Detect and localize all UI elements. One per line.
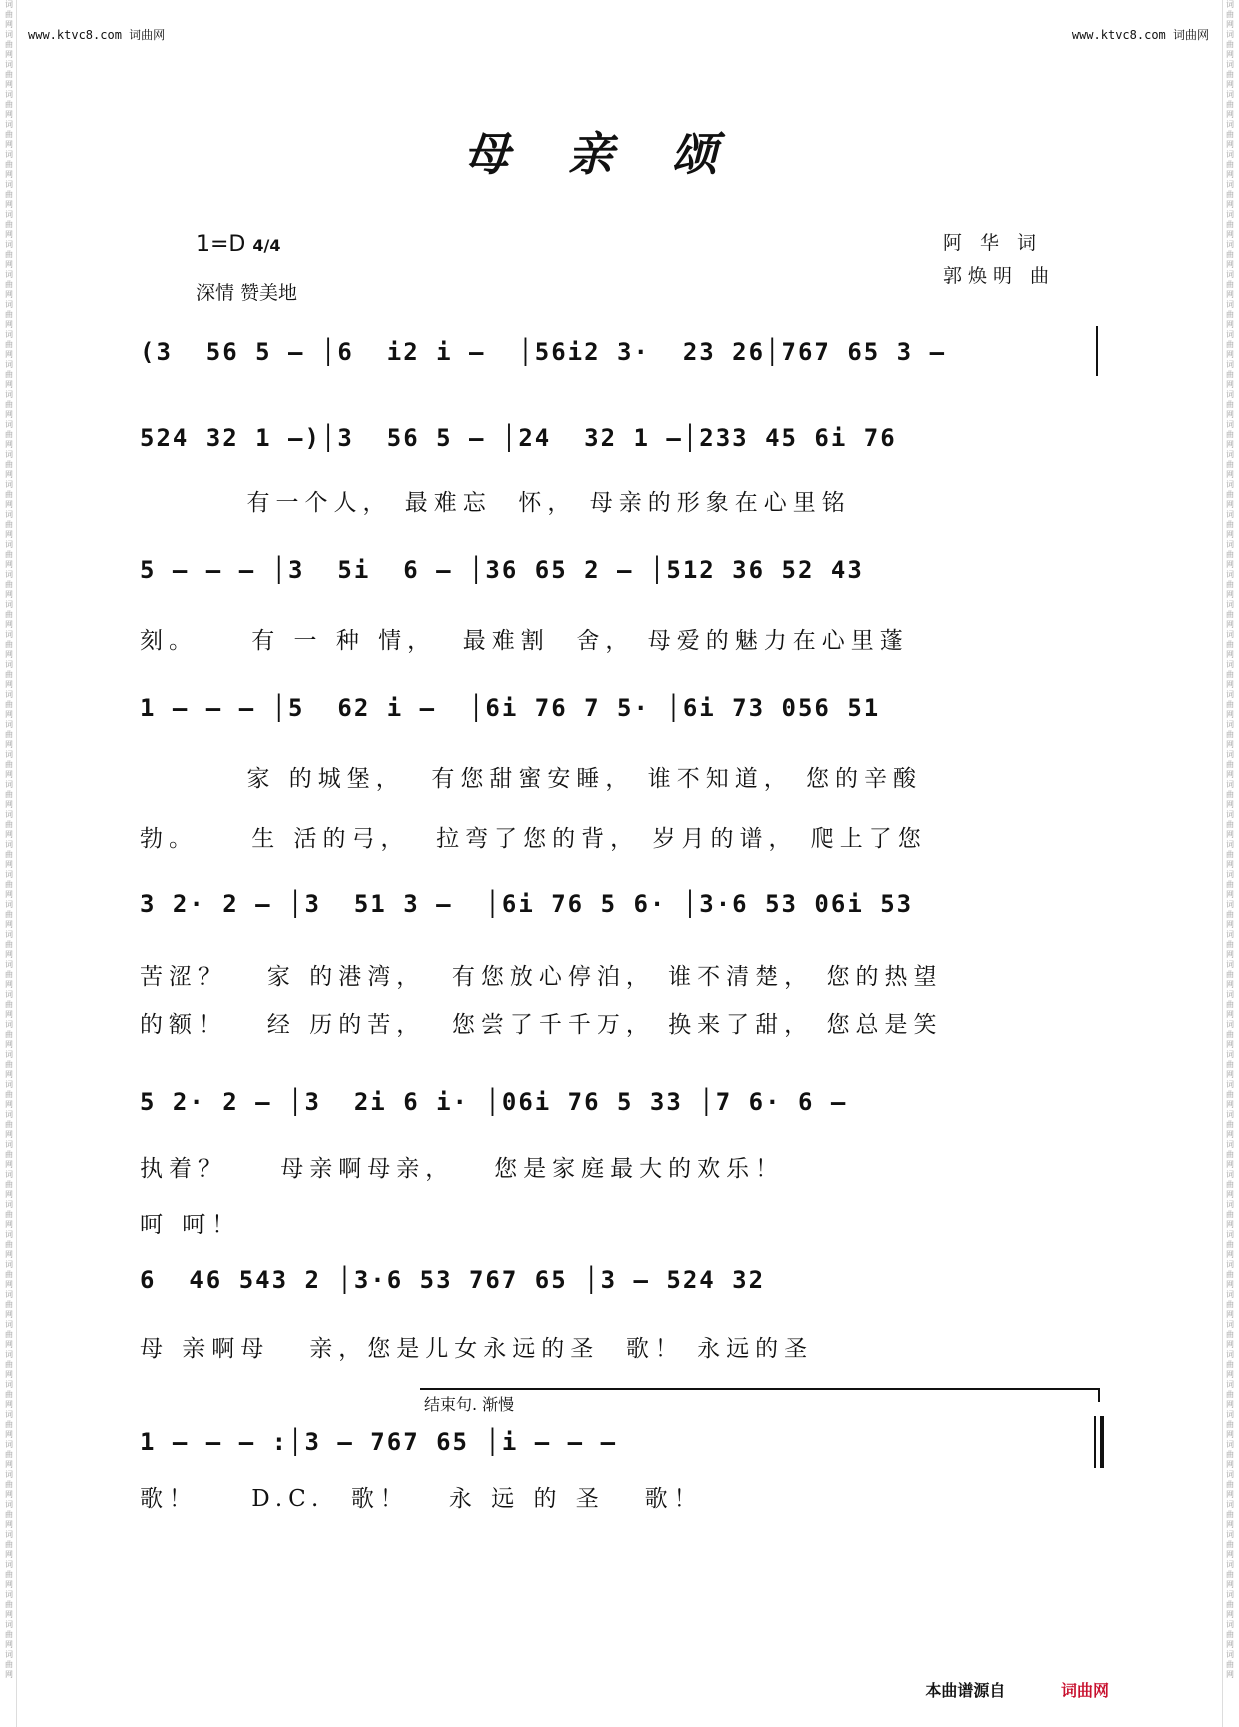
key-label: 1=D	[196, 232, 246, 257]
lyric-row-5b: 的额！ 经 历的苦， 您尝了千千万， 换来了甜， 您总是笑	[140, 1012, 943, 1038]
final-barline-thick	[1100, 1416, 1104, 1468]
footer	[925, 1678, 1109, 1701]
time-signature: 4/4	[252, 236, 281, 255]
score-row-2: 524 32 1 –)│3 56 5 – │24 32 1 –│233 45 6i 76	[140, 424, 897, 452]
ending-label: 结束句. 渐慢	[424, 1395, 515, 1414]
ending-bracket	[420, 1388, 1100, 1390]
lyric-row-6b: 呵 呵！	[140, 1212, 241, 1238]
final-barline	[1094, 1416, 1096, 1468]
credits	[943, 228, 1055, 294]
score-row-3: 5 – – – │3 5i 6 – │36 65 2 – │512 36 52 43	[140, 556, 864, 584]
lyric-row-4a: 家 的城堡， 有您甜蜜安睡， 谁不知道， 您的辛酸	[140, 766, 923, 792]
side-watermark-left: 词曲网词曲网词曲网词曲网词曲网词曲网词曲网词曲网词曲网词曲网词曲网词曲网词曲网词曲网词曲网词曲网词曲网词曲网词曲网词曲网词曲网词曲网词曲网词曲网词曲网词曲网词曲网词曲网词曲网词曲网词曲网词曲网词曲网词曲网词曲网词曲网词曲网词曲网词曲网词曲网词曲网词曲网词曲网词曲网词曲网词曲网词曲网词曲网词曲网词曲网词曲网词曲网词曲网词曲网词曲网词曲网	[2, 0, 17, 1727]
song-title: 母亲颂	[463, 127, 776, 181]
lyricist: 阿 华 词	[942, 232, 1043, 254]
footer-source: 本曲谱源自	[925, 1681, 1006, 1700]
score-row-7: 6 46 543 2 │3·6 53 767 65 │3 – 524 32	[140, 1266, 766, 1294]
tempo-marking: 深情 赞美地	[196, 282, 298, 304]
score-row-4: 1 – – – │5 62 i – │6i 76 7 5· │6i 73 056 51	[140, 694, 881, 722]
score-row-6: 5 2· 2 – │3 2i 6 i· │06i 76 5 33 │7 6· 6 –	[140, 1088, 848, 1116]
site-url-left: www.ktvc8.com 词曲网	[28, 28, 166, 42]
key-signature	[196, 232, 280, 257]
lyric-row-7: 母 亲啊母 亲，您是儿女永远的圣 歌！ 永远的圣	[140, 1336, 814, 1362]
lyric-row-2: 有一个人， 最难忘 怀， 母亲的形象在心里铭	[140, 490, 851, 516]
score-row-1: (3 56 5 – │6 i2 i – │56i2 3· 23 26│767 65 3 –	[140, 338, 947, 366]
footer-brand: 词曲网	[1060, 1681, 1109, 1700]
site-url-right: www.ktvc8.com 词曲网	[1071, 28, 1209, 42]
lyric-row-8: 歌！ D.C. 歌！ 永 远 的 圣 歌！	[140, 1486, 703, 1512]
score-row-8: 1 – – – :│3 – 767 65 │i – – –	[140, 1428, 618, 1456]
lyric-row-6a: 执着？ 母亲啊母亲， 您是家庭最大的欢乐！	[140, 1156, 785, 1182]
lyric-row-5a: 苦涩？ 家 的港湾， 有您放心停泊， 谁不清楚， 您的热望	[140, 964, 943, 990]
side-watermark-right: 词曲网词曲网词曲网词曲网词曲网词曲网词曲网词曲网词曲网词曲网词曲网词曲网词曲网词曲网词曲网词曲网词曲网词曲网词曲网词曲网词曲网词曲网词曲网词曲网词曲网词曲网词曲网词曲网词曲网词曲网词曲网词曲网词曲网词曲网词曲网词曲网词曲网词曲网词曲网词曲网词曲网词曲网词曲网词曲网词曲网词曲网词曲网词曲网词曲网词曲网词曲网词曲网词曲网词曲网词曲网词曲网	[1222, 0, 1237, 1727]
ending-bracket-tick	[1098, 1388, 1100, 1402]
lyric-row-4b: 勃。 生 活的弓， 拉弯了您的背， 岁月的谱， 爬上了您	[140, 826, 927, 852]
composer: 郭焕明 曲	[942, 265, 1055, 287]
lyric-row-3: 刻。 有 一 种 情， 最难割 舍， 母爱的魅力在心里蓬	[140, 628, 909, 654]
barline	[1096, 326, 1098, 376]
score-row-5: 3 2· 2 – │3 51 3 – │6i 76 5 6· │3·6 53 06i 53	[140, 890, 914, 918]
